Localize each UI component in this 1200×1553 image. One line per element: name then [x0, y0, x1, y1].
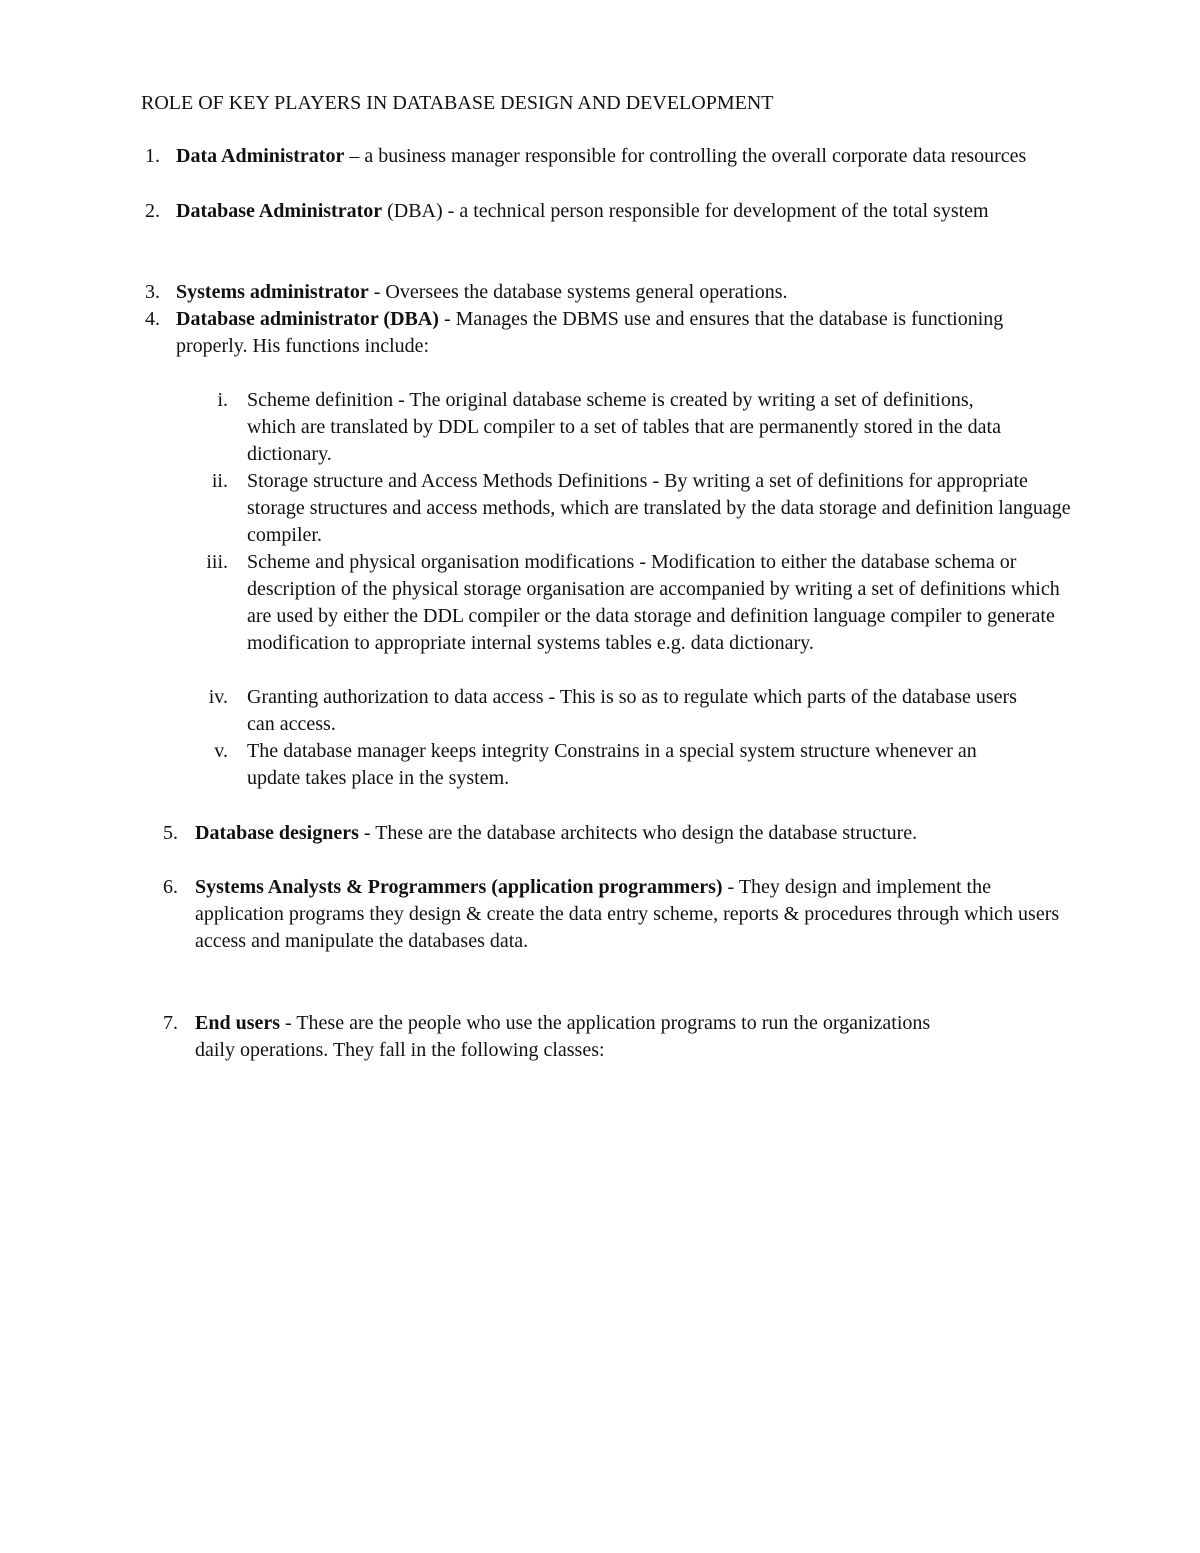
- item-term: Database Administrator: [176, 200, 383, 222]
- item-term: Database administrator (DBA): [176, 308, 439, 330]
- list-number: 1.: [145, 145, 160, 167]
- list-number: 2.: [145, 200, 160, 222]
- item-text: - They design and implement the application programs they design & create the data entry scheme, reports & procedures through which users access and manipulate the databases data.: [195, 876, 1060, 952]
- item-text: (DBA) - a technical person responsible for development of the total system: [382, 200, 989, 222]
- item-text: - Manages the DBMS use and ensures that the database is functioning properly. His functions include:: [176, 308, 1004, 357]
- sub-item-text: Granting authorization to data access - This is so as to regulate which parts of the database users can access.: [247, 686, 1017, 735]
- item-term: Systems Analysts & Programmers (application programmers): [195, 876, 723, 898]
- sub-list-number: iv.: [208, 686, 228, 708]
- sub-item-text: The database manager keeps integrity Constrains in a special system structure whenever an update takes place in the system.: [247, 740, 977, 789]
- sub-list-number: iii.: [206, 551, 228, 573]
- list-number: 3.: [145, 281, 160, 303]
- item-term: End users: [195, 1012, 281, 1034]
- list-number: 6.: [163, 876, 178, 898]
- item-text: - Oversees the database systems general operations.: [368, 281, 788, 303]
- sub-item-text: Scheme definition - The original database scheme is created by writing a set of definitions, which are translated by DDL compiler to a set of tables that are permanently stored in the data dictionary.: [247, 389, 1001, 465]
- sub-list-number: ii.: [211, 470, 228, 492]
- item-term: Systems administrator: [176, 281, 369, 303]
- sub-list-number: v.: [214, 740, 228, 762]
- item-term: Data Administrator: [176, 145, 345, 167]
- sub-item-text: Scheme and physical organisation modifications - Modification to either the database schema or description of the physical storage organisation are accompanied by writing a set of definitions which are used by either the DDL compiler or the data storage and definition language compiler to generate modification to appropriate internal systems tables e.g. data dictionary.: [247, 551, 1060, 654]
- item-text: – a business manager responsible for controlling the overall corporate data resources: [344, 145, 1027, 167]
- item-text: - These are the people who use the application programs to run the organizations daily operations. They fall in the following classes:: [195, 1012, 931, 1061]
- page-title: ROLE OF KEY PLAYERS IN DATABASE DESIGN AND DEVELOPMENT: [141, 92, 774, 114]
- list-number: 4.: [145, 308, 160, 330]
- item-text: - These are the database architects who design the database structure.: [358, 822, 918, 844]
- list-number: 5.: [163, 822, 178, 844]
- item-term: Database designers: [195, 822, 359, 844]
- sub-item-text: Storage structure and Access Methods Definitions - By writing a set of definitions for appropriate storage structures and access methods, which are translated by the data storage and definition language compiler.: [247, 470, 1071, 546]
- list-number: 7.: [163, 1012, 178, 1034]
- sub-list-number: i.: [217, 389, 228, 411]
